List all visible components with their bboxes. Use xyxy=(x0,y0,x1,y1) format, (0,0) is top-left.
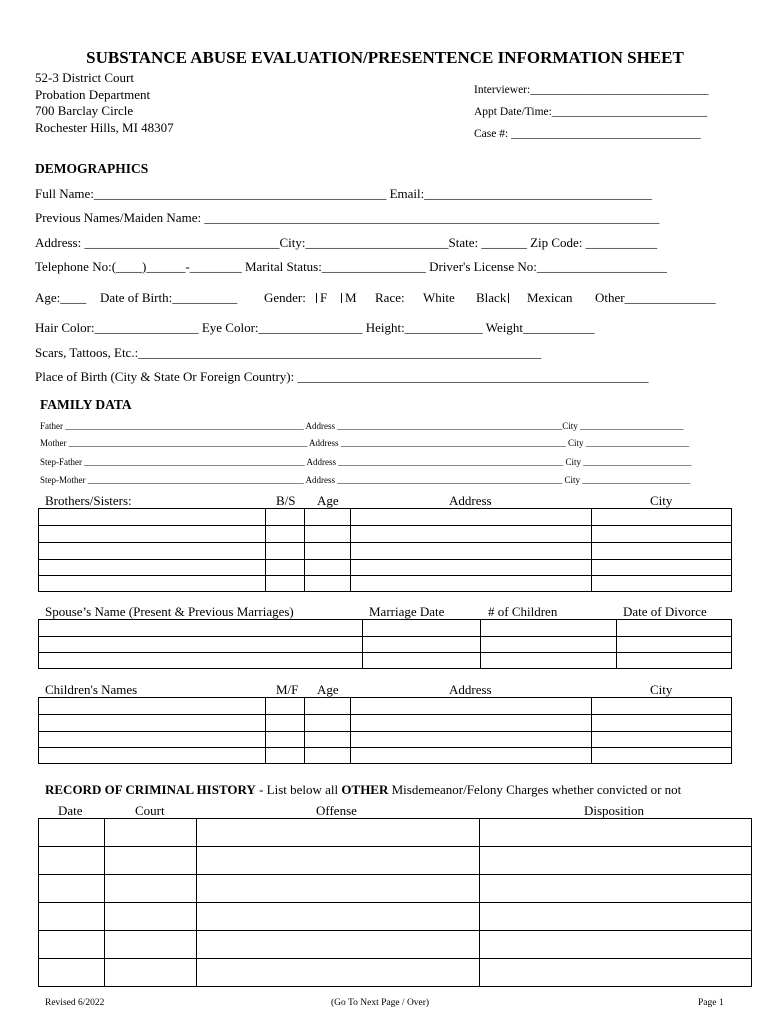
table-row[interactable] xyxy=(39,748,732,764)
father-row[interactable]: Father _____________________________________________________ Address __________________________________________________City _______________________ xyxy=(40,421,684,431)
address-row[interactable]: Address: ______________________________City:______________________State: _______ Zip Code: ___________ xyxy=(35,235,658,250)
checkbox-icon xyxy=(341,293,343,303)
step-father-row[interactable]: Step-Father _________________________________________________ Address __________________________________________________ City ________________________ xyxy=(40,457,692,467)
table-row[interactable] xyxy=(39,653,732,669)
siblings-age-header: Age xyxy=(317,493,339,508)
table-row[interactable] xyxy=(39,560,732,576)
table-row[interactable] xyxy=(39,732,732,748)
gender-f-option[interactable]: F xyxy=(314,290,327,306)
table-row[interactable] xyxy=(39,526,732,543)
children-address-header: Address xyxy=(449,682,492,697)
table-row[interactable] xyxy=(39,698,732,715)
siblings-bs-header: B/S xyxy=(276,493,296,508)
age-field[interactable]: Age:____ xyxy=(35,290,87,305)
interviewer-field[interactable]: Interviewer:_______________________________ xyxy=(474,84,709,96)
dob-field[interactable]: Date of Birth:__________ xyxy=(100,290,238,305)
gender-m-option[interactable]: M xyxy=(339,290,357,306)
table-row[interactable] xyxy=(39,543,732,560)
street-address: 700 Barclay Circle xyxy=(35,103,134,118)
spouse-table xyxy=(38,619,732,669)
table-row[interactable] xyxy=(39,931,752,959)
race-other-option[interactable]: Other______________ xyxy=(595,290,716,305)
criminal-disposition-header: Disposition xyxy=(584,803,644,818)
demographics-heading: DEMOGRAPHICS xyxy=(35,161,149,176)
race-mexican-option[interactable]: Mexican xyxy=(527,290,573,305)
scars-tattoos-row[interactable]: Scars, Tattoos, Etc.:______________________________________________________________ xyxy=(35,345,542,360)
court-address xyxy=(35,70,174,136)
table-row[interactable] xyxy=(39,847,752,875)
children-name-header: Children's Names xyxy=(45,682,138,697)
place-of-birth-row[interactable]: Place of Birth (City & State Or Foreign Country): ______________________________________________________ xyxy=(35,369,649,384)
criminal-date-header: Date xyxy=(58,803,83,818)
marriage-date-header: Marriage Date xyxy=(369,604,445,619)
previous-names-row[interactable]: Previous Names/Maiden Name: ______________________________________________________________________ xyxy=(35,210,660,225)
children-city-header: City xyxy=(650,682,673,697)
checkbox-icon xyxy=(508,293,510,303)
telephone-row[interactable]: Telephone No:(____)______-________ Marital Status:________________ Driver's License No:____________________ xyxy=(35,259,667,274)
children-age-header: Age xyxy=(317,682,339,697)
race-black-option[interactable]: Black xyxy=(476,290,512,306)
mother-row[interactable]: Mother _____________________________________________________ Address __________________________________________________ City _______________________ xyxy=(40,438,690,448)
table-row[interactable] xyxy=(39,620,732,637)
department-name: Probation Department xyxy=(35,86,151,102)
family-data-heading: FAMILY DATA xyxy=(40,397,132,412)
physical-description-row[interactable]: Hair Color:________________ Eye Color:________________ Height:____________ Weight___________ xyxy=(35,320,595,335)
criminal-history-table xyxy=(38,818,752,987)
gender-label: Gender: xyxy=(264,290,306,305)
criminal-history-heading: RECORD OF CRIMINAL HISTORY - List below all OTHER Misdemeanor/Felony Charges whether convicted or not xyxy=(45,782,682,797)
num-children-header: # of Children xyxy=(488,604,558,619)
step-mother-row[interactable]: Step-Mother ________________________________________________ Address __________________________________________________ City ________________________ xyxy=(40,475,691,485)
table-row[interactable] xyxy=(39,903,752,931)
criminal-offense-header: Offense xyxy=(316,803,357,818)
table-row[interactable] xyxy=(39,715,732,732)
page-number: Page 1 xyxy=(698,998,724,1008)
table-row[interactable] xyxy=(39,875,752,903)
table-row[interactable] xyxy=(39,509,732,526)
siblings-city-header: City xyxy=(650,493,673,508)
city-state-zip: Rochester Hills, MI 48307 xyxy=(35,119,174,135)
children-table xyxy=(38,697,732,764)
siblings-name-header: Brothers/Sisters: xyxy=(45,493,132,508)
table-row[interactable] xyxy=(39,576,732,592)
full-name-email-row[interactable]: Full Name:_____________________________________________ Email:___________________________________ xyxy=(35,186,652,201)
race-label: Race: xyxy=(375,290,405,305)
spouse-name-header: Spouse’s Name (Present & Previous Marriages) xyxy=(45,604,294,619)
race-white-option[interactable]: White xyxy=(423,290,455,305)
checkbox-icon xyxy=(316,293,318,303)
table-row[interactable] xyxy=(39,819,752,847)
case-number-field[interactable]: Case #: _________________________________ xyxy=(474,128,701,140)
table-row[interactable] xyxy=(39,959,752,987)
page-title: SUBSTANCE ABUSE EVALUATION/PRESENTENCE INFORMATION SHEET xyxy=(86,48,684,67)
appt-date-field[interactable]: Appt Date/Time:___________________________ xyxy=(474,106,708,118)
court-name: 52-3 District Court xyxy=(35,70,134,85)
criminal-court-header: Court xyxy=(135,803,165,818)
table-row[interactable] xyxy=(39,637,732,653)
siblings-address-header: Address xyxy=(449,493,492,508)
siblings-table xyxy=(38,508,732,592)
date-of-divorce-header: Date of Divorce xyxy=(623,604,707,619)
next-page-note: (Go To Next Page / Over) xyxy=(331,998,430,1008)
revision-date: Revised 6/2022 xyxy=(45,998,105,1008)
children-mf-header: M/F xyxy=(276,682,299,697)
